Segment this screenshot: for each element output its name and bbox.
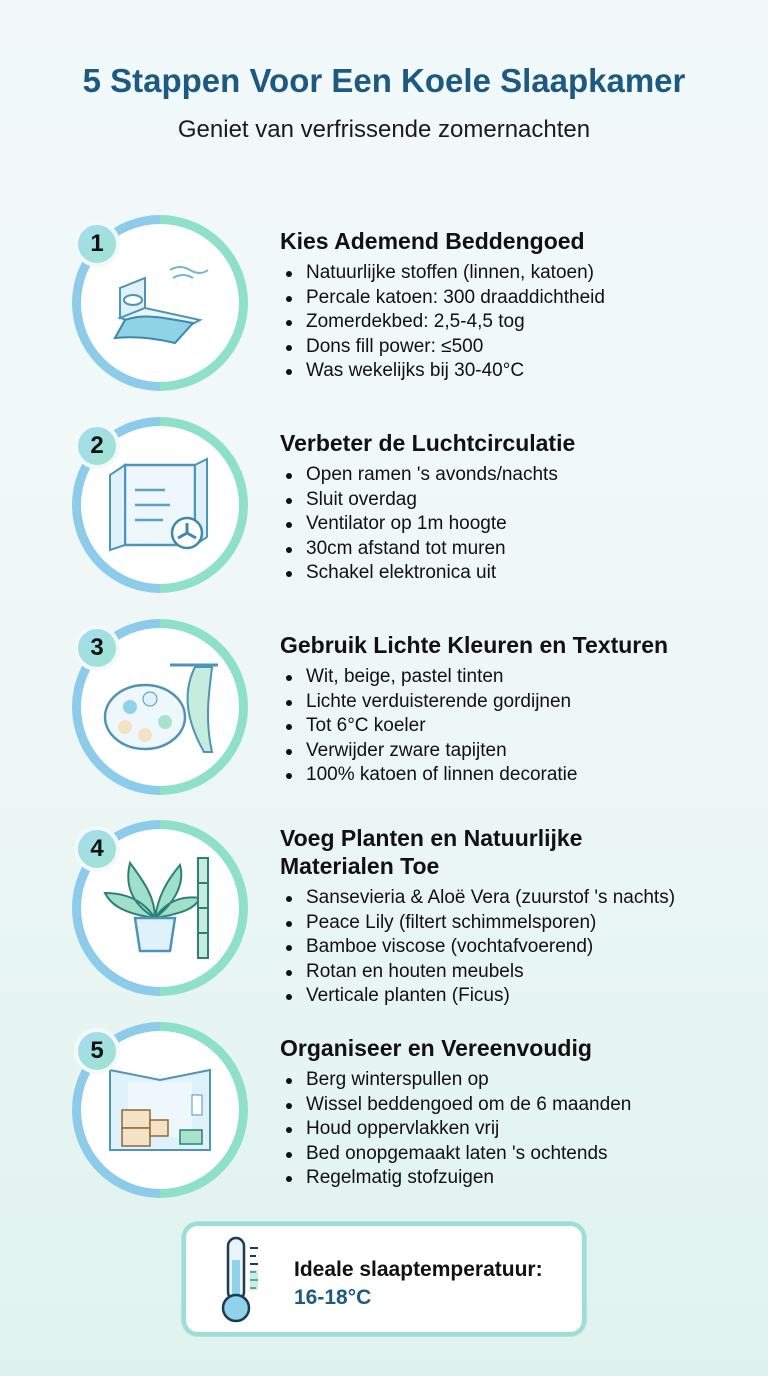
bullet-item: Ventilator op 1m hoogte xyxy=(280,512,750,537)
bullet-item: 100% katoen of linnen decoratie xyxy=(280,763,750,788)
bullet-item: Sluit overdag xyxy=(280,488,750,513)
step-title: Verbeter de Luchtcirculatie xyxy=(280,430,576,456)
bullet-item: Dons fill power: ≤500 xyxy=(280,335,750,360)
step-5 xyxy=(0,1022,768,1212)
bullet-item: Regelmatig stofzuigen xyxy=(280,1166,750,1191)
bullet-item: Houd oppervlakken vrij xyxy=(280,1117,750,1142)
bullet-item: Percale katoen: 300 draaddichtheid xyxy=(280,286,750,311)
temperature-value: 16-18°C xyxy=(294,1286,372,1309)
page-subtitle: Geniet van verfrissende zomernachten xyxy=(177,116,591,143)
bullet-item: Rotan en houten meubels xyxy=(280,960,750,985)
bullet-item: Was wekelijks bij 30-40°C xyxy=(280,359,750,384)
step-title: Voeg Planten en Natuurlijke Materialen Toe xyxy=(280,825,583,879)
step-bullets xyxy=(280,665,750,788)
step-number-badge: 5 xyxy=(74,1028,120,1074)
thermometer-icon xyxy=(220,1234,272,1331)
bullet-item: Verticale planten (Ficus) xyxy=(280,984,750,1009)
step-number-badge: 1 xyxy=(74,221,120,267)
ideal-temperature-card xyxy=(182,1222,586,1336)
step-bullets xyxy=(280,886,750,1009)
step-number-badge: 3 xyxy=(74,625,120,671)
step-2 xyxy=(0,417,768,607)
step-content xyxy=(280,824,750,1009)
bullet-item: Berg winterspullen op xyxy=(280,1068,750,1093)
temperature-label: Ideale slaaptemperatuur: xyxy=(294,1258,543,1281)
bullet-item: Verwijder zware tapijten xyxy=(280,739,750,764)
step-content xyxy=(280,227,750,384)
step-content xyxy=(280,631,750,788)
page-title: 5 Stappen Voor Een Koele Slaapkamer xyxy=(82,62,686,99)
step-title: Kies Ademend Beddengoed xyxy=(280,228,585,254)
bullet-item: Natuurlijke stoffen (linnen, katoen) xyxy=(280,261,750,286)
step-bullets xyxy=(280,261,750,384)
step-number-badge: 2 xyxy=(74,423,120,469)
step-content xyxy=(280,1034,750,1191)
bullet-item: 30cm afstand tot muren xyxy=(280,537,750,562)
step-content xyxy=(280,429,750,586)
bullet-item: Peace Lily (filtert schimmelsporen) xyxy=(280,911,750,936)
step-title: Gebruik Lichte Kleuren en Texturen xyxy=(280,632,669,658)
step-4 xyxy=(0,820,768,1010)
bullet-item: Bamboe viscose (vochtafvoerend) xyxy=(280,935,750,960)
bullet-item: Zomerdekbed: 2,5-4,5 tog xyxy=(280,310,750,335)
step-title: Organiseer en Vereenvoudig xyxy=(280,1035,592,1061)
step-number-badge: 4 xyxy=(74,826,120,872)
bullet-item: Wit, beige, pastel tinten xyxy=(280,665,750,690)
bullet-item: Wissel beddengoed om de 6 maanden xyxy=(280,1093,750,1118)
bullet-item: Tot 6°C koeler xyxy=(280,714,750,739)
step-bullets xyxy=(280,1068,750,1191)
step-bullets xyxy=(280,463,750,586)
bullet-item: Open ramen 's avonds/nachts xyxy=(280,463,750,488)
bullet-item: Bed onopgemaakt laten 's ochtends xyxy=(280,1142,750,1167)
bullet-item: Sansevieria & Aloë Vera (zuurstof 's nachts) xyxy=(280,886,750,911)
bullet-item: Lichte verduisterende gordijnen xyxy=(280,690,750,715)
step-3 xyxy=(0,619,768,809)
step-1 xyxy=(0,215,768,405)
bullet-item: Schakel elektronica uit xyxy=(280,561,750,586)
